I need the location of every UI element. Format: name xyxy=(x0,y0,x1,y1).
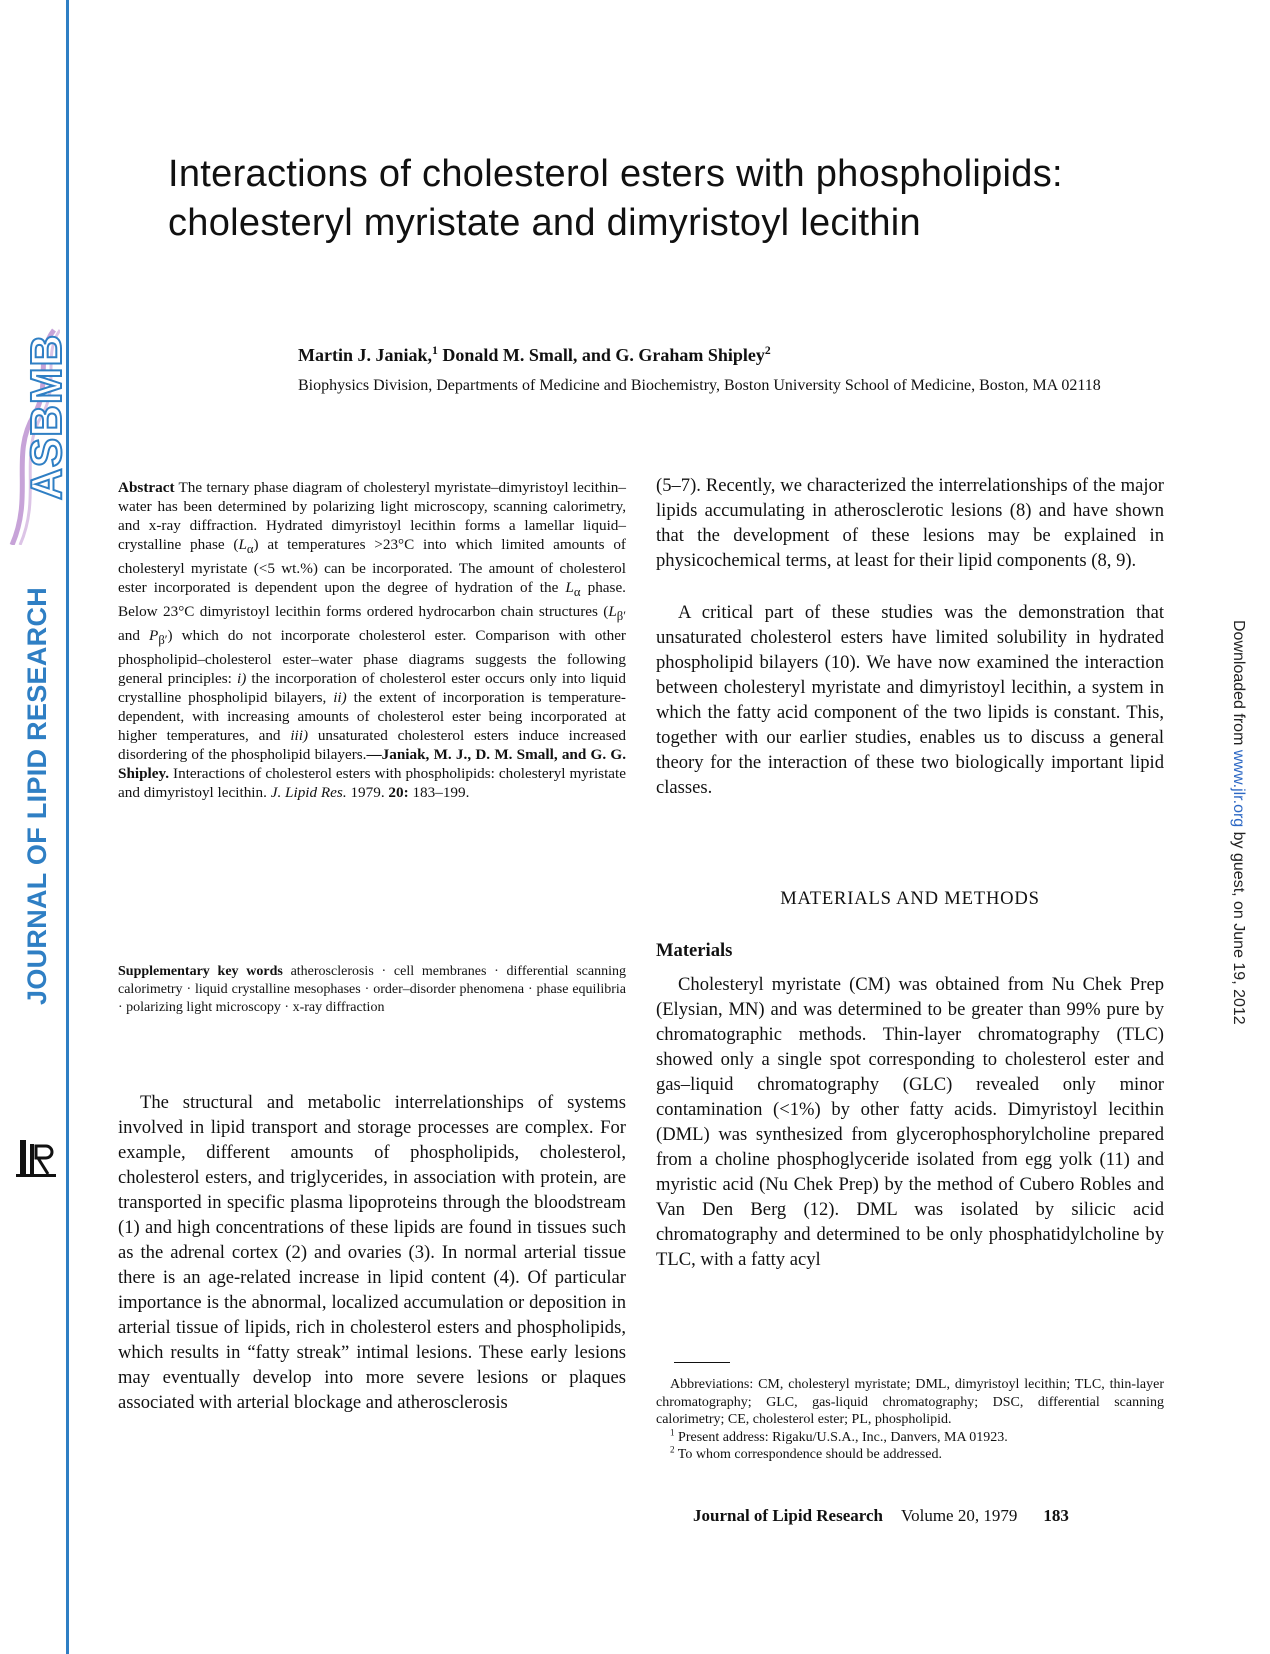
footnote-2 xyxy=(656,1446,1164,1464)
subscript-beta: β′ xyxy=(616,609,626,624)
left-margin-rule xyxy=(66,0,69,1654)
footnote-1 xyxy=(656,1426,1164,1447)
citation-volume: 20: xyxy=(388,784,409,802)
list-marker-i: i) xyxy=(236,670,247,688)
running-footer xyxy=(693,1506,1069,1526)
jlr-logo-icon xyxy=(14,1136,58,1180)
article-title: Interactions of cholesterol esters with phospholipids: cholesteryl myristate and dimyristoyl lecithin xyxy=(168,153,1063,244)
abstract xyxy=(118,478,626,802)
abstract-text-6: the extent of incorporation is temperature-dependent, with increasing amounts of cholesterol ester being incorporated at higher temperatures, and xyxy=(118,689,626,745)
list-marker-iii: iii) xyxy=(290,727,309,745)
list-marker-ii: ii) xyxy=(333,689,347,707)
page-number: 183 xyxy=(1043,1506,1069,1525)
footnote-1-mark: 1 xyxy=(670,1426,675,1437)
subscript-beta: β′ xyxy=(158,633,168,648)
keywords xyxy=(118,963,626,1017)
author-footnote-1: 1 xyxy=(432,344,438,357)
subscript-alpha: α xyxy=(246,542,254,557)
download-notice xyxy=(1229,620,1247,1025)
author-line xyxy=(298,345,771,366)
footnote-2-mark: 2 xyxy=(670,1444,675,1455)
keywords-list: atherosclerosis · cell membranes · differential scanning calorimetry · liquid crystalline mesophases · order–disorder phenomena · phase equilibria · polarizing light microscopy · x-ray diffraction xyxy=(118,964,626,1015)
citation-title: Interactions of cholesterol esters with phospholipids: cholesteryl myristate and dimyristoyl lecithin. xyxy=(118,765,626,802)
footnote-divider xyxy=(674,1362,730,1363)
footer-volume: Volume 20, 1979 xyxy=(901,1506,1018,1525)
intro-paragraph-2: A critical part of these studies was the demonstration that unsaturated cholesterol esters have limited solubility in hydrated phospholipid bilayers (10). We have now examined the interaction between cholesteryl myristate and dimyristoyl lecithin, a system in which the fatty acid component of the two lipids is constant. This, together with our earlier studies, enables us to discuss a general theory for the interaction of these two biologically important lipid classes. xyxy=(656,602,1164,798)
footnote-2-text: To whom correspondence should be addressed. xyxy=(674,1447,942,1462)
citation-pages: 183–199. xyxy=(408,784,470,802)
jlr-website-link[interactable]: www.jlr.org xyxy=(1230,749,1247,828)
journal-name-vertical: JOURNAL OF LIPID RESEARCH xyxy=(22,586,52,1005)
symbol-l: L xyxy=(608,603,617,621)
author-others: Donald M. Small, and G. Graham Shipley xyxy=(437,345,765,365)
intro-paragraph-1-continued: (5–7). Recently, we characterized the interrelationships of the major lipids accumulating in atherosclerotic lesions (8) and have shown that the development of these lesions may be explained in physicochemical terms, at least for their lipid components (8, 9). xyxy=(656,475,1164,571)
abstract-label: Abstract xyxy=(118,479,175,496)
abstract-text-7: unsaturated cholesterol esters induce increased disordering of the phospholipid bilayers. xyxy=(118,727,626,764)
footnote-abbreviations: Abbreviations: CM, cholesteryl myristate; DML, dimyristoyl lecithin; TLC, thin-layer chromatography; GLC, gas-liquid chromatography; DSC, differential scanning calorimetry; CE, cholesterol ester; PL, phospholipid. xyxy=(656,1377,1164,1427)
abstract-text-3: phase. Below 23°C dimyristoyl lecithin forms ordered hydrocarbon chain structures ( xyxy=(118,579,626,621)
download-prefix: Downloaded from xyxy=(1230,620,1247,750)
author-footnote-2: 2 xyxy=(764,344,771,357)
symbol-l: L xyxy=(565,579,574,597)
citation-year: 1979. xyxy=(346,784,389,802)
abstract-text-2: ) at temperatures >23°C into which limited amounts of cholesteryl myristate (<5 wt.%) can be incorporated. The amount of cholesterol ester incorporated is dependent upon the degree of hydration of the xyxy=(118,536,626,597)
citation-journal: J. Lipid Res. xyxy=(270,784,347,802)
citation-authors: —Janiak, M. J., D. M. Small, and G. G. Shipley. xyxy=(118,746,626,783)
abstract-text-1: The ternary phase diagram of cholesteryl myristate–dimyristoyl lecithin–water has been determined by polarizing light microscopy, scanning calorimetry, and x-ray diffraction. Hydrated dimyristoyl lecithin forms a lamellar liquid–crystalline phase ( xyxy=(118,479,626,553)
symbol-p: P xyxy=(149,627,159,645)
symbol-l: L xyxy=(238,536,247,553)
materials-paragraph: Cholesteryl myristate (CM) was obtained from Nu Chek Prep (Elysian, MN) and was determined to be greater than 99% pure by chromatographic methods. Thin-layer chromatography (TLC) showed only a single spot corresponding to cholesterol ester and gas–liquid chromatography (GLC) revealed only minor contamination (<1%) by other fatty acids. Dimyristoyl lecithin (DML) was synthesized from glycerophosphorylcholine prepared from a choline phosphoglyceride isolated from egg yolk (11) and myristic acid (Nu Chek Prep) by the method of Cubero Robles and Van Den Berg (12). DML was isolated by silicic acid chromatography and determined to be only phosphatidylcholine by TLC, with a fatty acyl xyxy=(656,974,1164,1270)
abstract-text-4: ) which do not incorporate cholesterol ester. Comparison with other phospholipid–cholesterol ester–water phase diagrams suggests the following general principles: xyxy=(118,627,626,688)
footnotes xyxy=(656,1376,1164,1464)
abstract-text-5: the incorporation of cholesterol ester occurs only into liquid crystalline phospholipid bilayers, xyxy=(118,670,627,707)
section-heading-materials-methods: MATERIALS AND METHODS xyxy=(780,888,1040,909)
author-janiak: Martin J. Janiak, xyxy=(298,345,433,365)
footnote-1-text: Present address: Rigaku/U.S.A., Inc., Danvers, MA 01923. xyxy=(674,1429,1008,1445)
download-suffix: by guest, on June 19, 2012 xyxy=(1230,827,1247,1025)
subscript-alpha: α xyxy=(573,585,581,600)
affiliation: Biophysics Division, Departments of Medicine and Biochemistry, Boston University School of Medicine, Boston, MA 02118 xyxy=(298,377,1101,394)
keywords-label: Supplementary key words xyxy=(118,964,283,979)
asbmb-logo-text: ASBMB xyxy=(22,333,71,500)
intro-paragraph-1: The structural and metabolic interrelationships of systems involved in lipid transport and storage processes are complex. For example, different amounts of phospholipids, cholesterol, cholesterol esters, and triglycerides, in association with protein, are transported in specific plasma lipoproteins through the bloodstream (1) and high concentrations of these lipids are found in tissues such as the adrenal cortex (2) and ovaries (3). In normal arterial tissue there is an age-related increase in lipid content (4). Of particular importance is the abnormal, localized accumulation or deposition in arterial tissue of lipids, rich in cholesterol esters and phospholipids, which results in “fatty streak” intimal lesions. These early lesions may eventually develop into more severe lesions or plaques associated with arterial blockage and atherosclerosis xyxy=(118,1092,626,1413)
abstract-and: and xyxy=(118,627,150,645)
subheading-materials: Materials xyxy=(656,940,733,961)
footer-journal-name: Journal of Lipid Research xyxy=(693,1506,884,1525)
